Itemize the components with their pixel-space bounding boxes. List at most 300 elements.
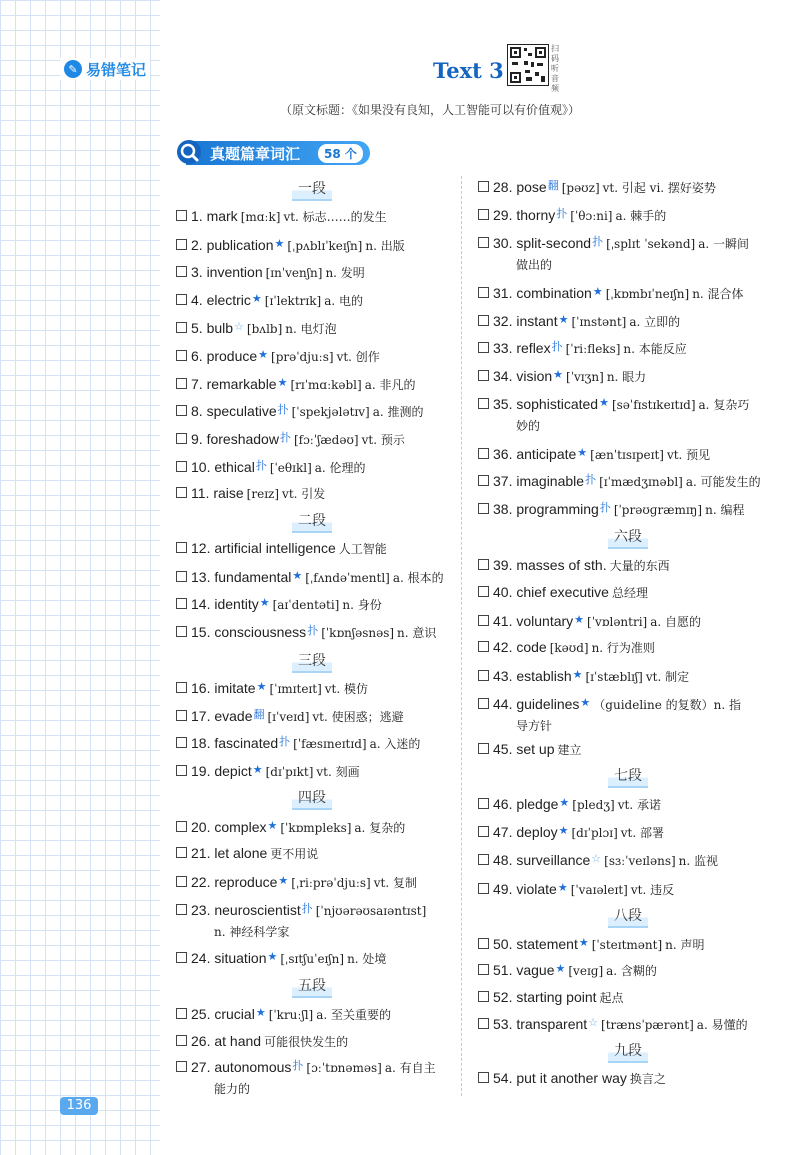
vocab-header: [176, 139, 372, 167]
vocab-word: 19. depict: [191, 763, 252, 779]
definition: n. 处境: [347, 952, 387, 966]
frequency-marker-icon: ★: [574, 613, 585, 626]
definition: a. 推测的: [372, 405, 424, 419]
vocab-word: 22. reproduce: [191, 874, 278, 890]
checkbox[interactable]: [478, 854, 489, 865]
checkbox[interactable]: [176, 682, 187, 693]
definition: 换言之: [629, 1072, 666, 1086]
frequency-marker-icon: ★: [578, 936, 589, 949]
page-number: 136: [60, 1097, 98, 1115]
checkbox[interactable]: [176, 710, 187, 721]
checkbox[interactable]: [176, 461, 187, 472]
vocab-word: 43. establish: [493, 668, 572, 684]
section-label: 四段: [292, 787, 332, 810]
definition: vt. 模仿: [324, 682, 369, 696]
vocab-item: [176, 1055, 436, 1099]
frequency-marker-icon: ★: [252, 763, 263, 776]
vocab-item: [478, 364, 646, 388]
vocab-item: [478, 554, 670, 577]
checkbox[interactable]: [176, 405, 187, 416]
vocab-word: 46. pledge: [493, 796, 559, 812]
frequency-marker-icon: 扑: [592, 235, 604, 248]
phonetic: [ɪˈstæblɪʃ]: [585, 670, 643, 684]
phonetic: [ˈnjʊərəʊsaɪəntɪst]: [315, 904, 427, 918]
definition: a. 非凡的: [364, 378, 416, 392]
definition: vt. 承诺: [617, 798, 661, 812]
phonetic: [ˌsplɪt ˈsekənd]: [606, 237, 696, 251]
vocab-word: 13. fundamental: [191, 569, 292, 585]
checkbox[interactable]: [478, 398, 489, 409]
frequency-marker-icon: 扑: [599, 501, 611, 514]
definition: （guideline 的复数）n. 指: [593, 698, 741, 712]
phonetic: [ænˈtɪsɪpeɪt]: [590, 448, 664, 462]
checkbox[interactable]: [176, 952, 187, 963]
original-title-note: （原文标题：《如果没有良知，人工智能可以有价值观》）: [279, 103, 580, 117]
definition: a. 棘手的: [615, 209, 667, 223]
checkbox[interactable]: [478, 991, 489, 1002]
checkbox[interactable]: [176, 876, 187, 887]
vocab-word: 51. vague: [493, 962, 555, 978]
checkbox[interactable]: [478, 181, 489, 192]
paragraph-section-heading: [176, 650, 448, 673]
checkbox[interactable]: [176, 765, 187, 776]
vocab-item: [176, 344, 380, 368]
definition: vt. 部署: [620, 826, 664, 840]
definition: a. 含糊的: [606, 964, 657, 978]
definition: 人工智能: [338, 542, 387, 556]
frequency-marker-icon: ★: [592, 285, 603, 298]
vocab-item: [176, 537, 387, 560]
checkbox[interactable]: [176, 1035, 187, 1046]
vocab-item: [176, 592, 382, 616]
vocab-word: 11. raise: [191, 485, 244, 501]
checkbox[interactable]: [478, 641, 489, 652]
frequency-marker-icon: ★: [267, 819, 278, 832]
page-title: Text 3: [433, 58, 504, 83]
phonetic: [ˈkruːʃl]: [268, 1008, 314, 1022]
vocab-item: [176, 870, 417, 894]
phonetic: [pledʒ]: [572, 798, 615, 812]
brand-logo-icon: ✎: [64, 60, 82, 78]
checkbox[interactable]: [176, 1061, 187, 1072]
checkbox[interactable]: [176, 571, 187, 582]
frequency-marker-icon: ★: [292, 569, 303, 582]
definition: a. 有自主: [384, 1061, 436, 1075]
checkbox[interactable]: [176, 239, 187, 250]
vocab-item: [478, 336, 687, 360]
definition: 更不用说: [270, 847, 319, 861]
paragraph-section-heading: [176, 510, 448, 533]
vocab-word: 20. complex: [191, 819, 267, 835]
vocab-item: [176, 372, 416, 396]
phonetic: [mɑːk]: [240, 210, 281, 224]
vocab-item: [176, 842, 318, 865]
column-divider: [461, 176, 462, 1096]
checkbox[interactable]: [176, 847, 187, 858]
phonetic: [ɪˈveɪd]: [267, 710, 310, 724]
definition-continuation: n. 神经科学家: [214, 925, 290, 939]
vocab-item: [478, 442, 710, 466]
vocab-word: 45. set up: [493, 741, 555, 757]
definition: vt. 刻画: [316, 765, 360, 779]
frequency-marker-icon: 扑: [255, 459, 267, 472]
checkbox[interactable]: [478, 287, 489, 298]
phonetic: [ˈɪnstənt]: [571, 315, 627, 329]
definition: a. 根本的: [392, 571, 444, 585]
vocab-item: [478, 932, 705, 956]
vocab-item: [478, 392, 749, 436]
vocab-item: [176, 1030, 348, 1053]
checkbox[interactable]: [176, 1008, 187, 1019]
phonetic: [ˈɪmɪteɪt]: [269, 682, 322, 696]
checkbox[interactable]: [478, 670, 489, 681]
phonetic: [dɪˈplɔɪ]: [571, 826, 618, 840]
definition: vt. 引起 vi. 摆好姿势: [602, 181, 716, 195]
phonetic: [ˌkɒmbɪˈneɪʃn]: [605, 287, 690, 301]
vocab-word: 4. electric: [191, 292, 251, 308]
phonetic: [ˌriːprəˈdjuːs]: [291, 876, 371, 890]
definition: n. 编程: [705, 503, 745, 517]
phonetic: [ˈvaɪəleɪt]: [570, 883, 628, 897]
vocab-item: [176, 399, 423, 423]
vocab-item: [176, 759, 360, 783]
vocab-word: 17. evade: [191, 708, 253, 724]
frequency-marker-icon: ★: [558, 824, 569, 837]
frequency-marker-icon: ☆: [234, 320, 244, 333]
phonetic: [ˈvɪʒn]: [566, 370, 604, 384]
vocab-item: [478, 281, 744, 305]
paragraph-section-heading: [478, 905, 778, 928]
checkbox[interactable]: [478, 698, 489, 709]
definition: vt. 预示: [361, 433, 405, 447]
definition: vt. 违反: [630, 883, 675, 897]
phonetic: [reɪz]: [246, 487, 280, 501]
frequency-marker-icon: ★: [277, 376, 288, 389]
definition: 大量的东西: [609, 559, 670, 573]
vocab-item: [478, 958, 657, 982]
frequency-marker-icon: 扑: [551, 340, 563, 353]
checkbox[interactable]: [176, 626, 187, 637]
checkbox[interactable]: [478, 964, 489, 975]
vocab-item: [176, 815, 405, 839]
frequency-marker-icon: 扑: [279, 735, 291, 748]
qr-code-icon[interactable]: [507, 44, 549, 86]
definition: a. 伦理的: [314, 461, 366, 475]
frequency-marker-icon: 翻: [253, 708, 265, 721]
checkbox[interactable]: [478, 1072, 489, 1083]
vocab-word: 27. autonomous: [191, 1059, 292, 1075]
vocab-item: [478, 309, 680, 333]
paragraph-section-heading: [176, 178, 448, 201]
vocab-word: 6. produce: [191, 348, 258, 364]
vocab-item: [478, 1067, 666, 1090]
vocab-item: [176, 898, 426, 942]
checkbox[interactable]: [176, 322, 187, 333]
definition: vt. 复制: [373, 876, 417, 890]
frequency-marker-icon: ★: [251, 292, 262, 305]
vocab-word: 26. at hand: [191, 1033, 262, 1049]
definition: a. 一瞬间: [698, 237, 750, 251]
vocab-item: [478, 792, 661, 816]
vocab-word: 42. code: [493, 639, 547, 655]
phonetic: [rɪˈmɑːkəbl]: [290, 378, 362, 392]
phonetic: [ˈkɒmpleks]: [280, 821, 352, 835]
vocab-item: [478, 986, 624, 1009]
vocab-word: 18. fascinated: [191, 735, 279, 751]
frequency-marker-icon: ★: [577, 446, 588, 459]
definition: vt. 预见: [666, 448, 711, 462]
phonetic: [ˈriːfleks]: [565, 342, 621, 356]
vocab-word: 29. thorny: [493, 207, 556, 223]
vocab-word: 34. vision: [493, 368, 553, 384]
checkbox[interactable]: [176, 266, 187, 277]
definition: n. 混合体: [692, 287, 744, 301]
frequency-marker-icon: ☆: [588, 1016, 599, 1029]
vocab-word: 35. sophisticated: [493, 396, 599, 412]
definition: 起点: [599, 991, 624, 1005]
definition: n. 身份: [342, 598, 382, 612]
vocab-item: [478, 692, 741, 736]
definition: n. 行为准则: [591, 641, 655, 655]
grid-margin: [0, 0, 160, 1155]
phonetic: [səˈfɪstɪkeɪtɪd]: [611, 398, 696, 412]
frequency-marker-icon: 扑: [307, 624, 319, 637]
frequency-marker-icon: ★: [559, 796, 570, 809]
section-label: 一段: [292, 178, 332, 201]
definition: a. 至关重要的: [316, 1008, 392, 1022]
definition-continuation: 能力的: [214, 1082, 251, 1096]
checkbox[interactable]: [478, 615, 489, 626]
vocab-item: [176, 565, 444, 589]
checkbox[interactable]: [478, 1018, 489, 1029]
phonetic: [ɪˈmædʒɪnəbl]: [599, 475, 683, 489]
frequency-marker-icon: ★: [558, 313, 569, 326]
vocab-item: [176, 482, 325, 505]
vocab-word: 47. deploy: [493, 824, 558, 840]
checkbox[interactable]: [176, 598, 187, 609]
vocab-word: 24. situation: [191, 950, 267, 966]
vocab-item: [478, 497, 744, 521]
vocab-word: 30. split-second: [493, 235, 592, 251]
vocab-word: 54. put it another way: [493, 1070, 627, 1086]
vocab-word: 12. artificial intelligence: [191, 540, 336, 556]
section-label: 七段: [608, 765, 648, 788]
phonetic: [veɪɡ]: [568, 964, 604, 978]
definition: a. 易懂的: [696, 1018, 748, 1032]
paragraph-section-heading: [478, 765, 778, 788]
vocab-word: 38. programming: [493, 501, 599, 517]
phonetic: [ˈkɒnʃəsnəs]: [321, 626, 395, 640]
vocab-word: 15. consciousness: [191, 624, 307, 640]
definition: n. 眼力: [606, 370, 647, 384]
checkbox[interactable]: [478, 743, 489, 754]
checkbox[interactable]: [176, 294, 187, 305]
checkbox[interactable]: [478, 237, 489, 248]
vocab-word: 28. pose: [493, 179, 547, 195]
vocab-item: [478, 469, 761, 493]
frequency-marker-icon: ★: [274, 237, 285, 250]
definition: a. 立即的: [629, 315, 681, 329]
checkbox[interactable]: [478, 503, 489, 514]
frequency-marker-icon: ★: [599, 396, 609, 409]
vocab-word: 44. guidelines: [493, 696, 580, 712]
phonetic: [ɪˈlektrɪk]: [264, 294, 322, 308]
phonetic: [ˈprəʊɡræmɪŋ]: [613, 503, 703, 517]
vocab-word: 48. surveillance: [493, 852, 591, 868]
phonetic: [prəˈdjuːs]: [271, 350, 334, 364]
checkbox[interactable]: [176, 904, 187, 915]
definition: a. 复杂的: [354, 821, 406, 835]
checkbox[interactable]: [478, 798, 489, 809]
frequency-marker-icon: ★: [553, 368, 564, 381]
vocab-word: 53. transparent: [493, 1016, 588, 1032]
vocab-item: [176, 261, 365, 284]
definition: n. 发明: [325, 266, 365, 280]
definition: a. 可能发生的: [685, 475, 761, 489]
phonetic: [ˌpʌblɪˈkeɪʃn]: [287, 239, 363, 253]
magnifier-icon: [176, 139, 204, 167]
vocab-item: [176, 288, 363, 312]
paragraph-section-heading: [176, 787, 448, 810]
vocab-item: [478, 609, 701, 633]
checkbox[interactable]: [176, 542, 187, 553]
definition: a. 复杂巧: [698, 398, 750, 412]
phonetic: [trænsˈpærənt]: [601, 1018, 694, 1032]
vocab-word: 10. ethical: [191, 459, 255, 475]
phonetic: [sɜːˈveɪləns]: [604, 854, 676, 868]
section-label: 九段: [608, 1040, 648, 1063]
checkbox[interactable]: [478, 448, 489, 459]
definition: vt. 标志……的发生: [283, 210, 387, 224]
vocab-item: [478, 175, 716, 199]
frequency-marker-icon: ★: [259, 596, 270, 609]
phonetic: [ɪnˈvenʃn]: [265, 266, 323, 280]
checkbox[interactable]: [478, 315, 489, 326]
definition: 建立: [557, 743, 582, 757]
frequency-marker-icon: ★: [572, 668, 583, 681]
frequency-marker-icon: 扑: [292, 1059, 304, 1072]
vocab-word: 16. imitate: [191, 680, 256, 696]
vocab-item: [478, 636, 655, 659]
vocab-word: 3. invention: [191, 264, 263, 280]
vocab-header-label: 真题篇章词汇: [210, 145, 301, 163]
vocab-item: [176, 455, 366, 479]
checkbox[interactable]: [176, 210, 187, 221]
frequency-marker-icon: 扑: [585, 473, 597, 486]
definition: n. 意识: [397, 626, 437, 640]
vocab-word: 37. imaginable: [493, 473, 585, 489]
definition-continuation: 妙的: [516, 419, 541, 433]
checkbox[interactable]: [176, 821, 187, 832]
checkbox[interactable]: [478, 475, 489, 486]
vocab-item: [478, 581, 648, 604]
frequency-marker-icon: 翻: [547, 179, 559, 192]
checkbox[interactable]: [176, 350, 187, 361]
vocab-item: [478, 664, 689, 688]
vocab-word: 7. remarkable: [191, 376, 277, 392]
checkbox[interactable]: [478, 586, 489, 597]
section-label: 三段: [292, 650, 332, 673]
phonetic: [ˈvɒləntri]: [587, 615, 648, 629]
checkbox[interactable]: [478, 209, 489, 220]
vocab-word: 40. chief executive: [493, 584, 609, 600]
frequency-marker-icon: 扑: [277, 403, 289, 416]
vocab-item: [478, 848, 718, 872]
qr-label: 扫码听音频: [551, 44, 559, 93]
vocab-word: 21. let alone: [191, 845, 268, 861]
checkbox[interactable]: [176, 433, 187, 444]
phonetic: [ˌsɪtʃuˈeɪʃn]: [280, 952, 345, 966]
vocab-item: [478, 231, 749, 275]
vocab-word: 25. crucial: [191, 1006, 255, 1022]
vocab-word: 36. anticipate: [493, 446, 577, 462]
definition-continuation: 导方针: [516, 719, 553, 733]
checkbox[interactable]: [478, 938, 489, 949]
section-label: 六段: [608, 526, 648, 549]
vocab-word: 39. masses of sth.: [493, 557, 607, 573]
vocab-count-badge: 58 个: [318, 144, 363, 163]
vocab-word: 50. statement: [493, 936, 578, 952]
vocab-word: 5. bulb: [191, 320, 234, 336]
frequency-marker-icon: ★: [258, 348, 269, 361]
phonetic: [ˈspekjələtɪv]: [291, 405, 370, 419]
checkbox[interactable]: [478, 342, 489, 353]
vocab-item: [176, 946, 386, 970]
phonetic: [ɔːˈtɒnəməs]: [306, 1061, 382, 1075]
frequency-marker-icon: 扑: [279, 431, 291, 444]
checkbox[interactable]: [478, 370, 489, 381]
checkbox[interactable]: [176, 378, 187, 389]
phonetic: [kəʊd]: [549, 641, 589, 655]
definition: a. 电的: [324, 294, 363, 308]
checkbox[interactable]: [176, 487, 187, 498]
frequency-marker-icon: 扑: [556, 207, 568, 220]
vocab-word: 1. mark: [191, 208, 238, 224]
phonetic: [ˈθɔːni]: [570, 209, 613, 223]
frequency-marker-icon: ☆: [591, 852, 602, 865]
definition: vt. 制定: [645, 670, 690, 684]
definition: vt. 引发: [282, 487, 326, 501]
checkbox[interactable]: [176, 737, 187, 748]
phonetic: [dɪˈpɪkt]: [265, 765, 314, 779]
phonetic: [ˈeθɪkl]: [269, 461, 312, 475]
definition: vt. 使困惑；逃避: [312, 710, 404, 724]
frequency-marker-icon: ★: [555, 962, 566, 975]
checkbox[interactable]: [478, 883, 489, 894]
vocab-item: [176, 233, 405, 257]
definition: n. 监视: [678, 854, 719, 868]
definition: n. 本能反应: [623, 342, 687, 356]
frequency-marker-icon: ★: [256, 680, 267, 693]
definition: n. 电灯泡: [285, 322, 337, 336]
vocab-word: 8. speculative: [191, 403, 277, 419]
frequency-marker-icon: ★: [580, 696, 591, 709]
vocab-word: 32. instant: [493, 313, 558, 329]
frequency-marker-icon: ★: [255, 1006, 266, 1019]
definition: 可能很快发生的: [264, 1035, 349, 1049]
checkbox[interactable]: [478, 559, 489, 570]
vocab-item: [176, 1002, 391, 1026]
paragraph-section-heading: [478, 526, 778, 549]
section-label: 八段: [608, 905, 648, 928]
vocab-word: 31. combination: [493, 285, 592, 301]
phonetic: [aɪˈdentəti]: [272, 598, 340, 612]
checkbox[interactable]: [478, 826, 489, 837]
vocab-word: 9. foreshadow: [191, 431, 279, 447]
section-label: 五段: [292, 975, 332, 998]
vocab-item: [176, 620, 436, 644]
brand-badge: [60, 58, 150, 80]
